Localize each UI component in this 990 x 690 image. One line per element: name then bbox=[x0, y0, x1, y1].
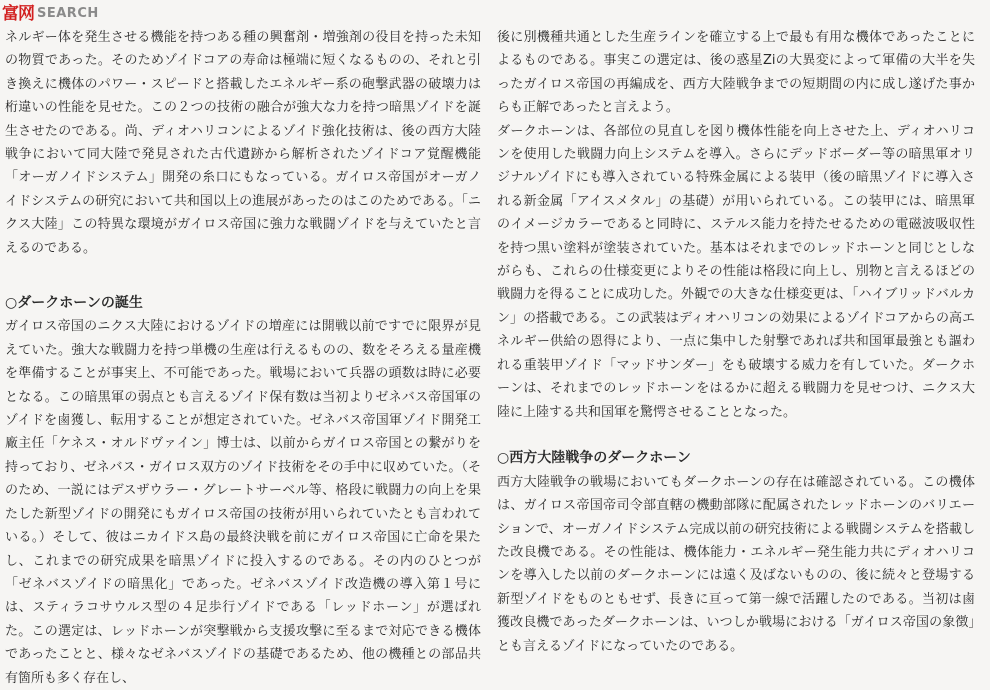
left-paragraph-1: ネルギー体を発生させる機能を持つある種の興奮剤・増強剤の役目を持った未知の物質であった。そのためゾイドコアの寿命は極端に短くなるものの、それと引き換えに機体のパワー・スピードと搭載したエネルギー系の砲撃武器の破壊力は桁違いの性能を見せた。この２つの技術の融合が強大な力を持つ暗黒ゾイドを誕生させたのである。尚、ディオハリコンによるゾイド強化技術は、後の西方大陸戦争において同大陸で発見された古代遺跡から解析されたゾイドコア覚醒機能「オーガノイドシステム」開発の糸口にもなっている。ガイロス帝国がオーガノイドシステムの研究において共和国以上の進展があったのはこのためである。「ニクス大陸」この特異な環境がガイロス帝国に強力な戦闘ゾイドを与えていたと言えるのである。 bbox=[5, 30, 481, 256]
section-spacer bbox=[5, 260, 481, 292]
section-heading-western-continent-war: ○西方大陸戦争のダークホーン bbox=[497, 450, 691, 467]
watermark-text: SEARCH bbox=[37, 6, 99, 21]
section-spacer bbox=[497, 424, 975, 447]
site-watermark bbox=[2, 3, 99, 25]
right-paragraph-3: 西方大陸戦争の戦場においてもダークホーンの存在は確認されている。この機体は、ガイロス帝国帝司令部直轄の機動部隊に配属されたレッドホーンのバリエーションで、オーガノイドシステム完成以前の研究技術による戦闘システムを搭載した改良機である。その性能は、機体能力・エネルギー発生能力共にディオハリコンを導入した以前のダークホーンには遠く及ばないものの、後に続々と登場する新型ゾイドをものともせず、長きに亘って第一線で活躍したのである。当初は鹵獲改良機であったダークホーンは、いつしか戦場における「ガイロス帝国の象徴」とも言えるゾイドになっていたのである。 bbox=[497, 474, 975, 654]
right-paragraph-2: ダークホーンは、各部位の見直しを図り機体性能を向上させた上、ディオハリコンを使用した戦闘力向上システムを導入。さらにデッドボーダー等の暗黒軍オリジナルゾイドにも導入されている特殊金属による装甲（後の暗黒ゾイドに導入される新金属「アイスメタル」の基礎）が用いられている。この装甲には、暗黒軍のイメージカラーであると同時に、ステルス能力を持たせるための電磁波吸収性を持つ黒い塗料が塗装されていた。基本はそれまでのレッドホーンと同じとしながらも、これらの仕様変更によりその性能は格段に向上し、別物と言えるほどの戦闘力を得ることに成功した。外観での大きな仕様変更は、「ハイブリッドバルカン」の搭載である。この武装はディオハリコンの効果によるゾイドコアからの高エネルギー供給の恩得により、一点に集中した射撃であれば共和国軍最強とも謳われる重装甲ゾイド「マッドサンダー」をも破壊する威力を有していた。ダークホーンは、それまでのレッドホーンをはるかに超える戦闘力を見せつけ、ニクス大陸に上陸する共和国軍を驚愕させることとなった。 bbox=[497, 123, 976, 420]
left-column bbox=[5, 26, 481, 690]
right-column bbox=[497, 26, 975, 658]
watermark-logo: 富网 bbox=[2, 4, 34, 24]
right-paragraph-1: 後に別機種共通とした生産ラインを確立する上で最も有用な機体であったことによるものである。事実この選定は、後の惑星Ziの大異変によって軍備の大半を失ったガイロス帝国の再編成を、西方大陸戦争までの短期間の内に成し遂げた事からも正解であったと言えよう。 bbox=[497, 30, 975, 116]
left-paragraph-2: ガイロス帝国のニクス大陸におけるゾイドの増産には開戦以前ですでに限界が見えていた。強大な戦闘力を持つ単機の生産は行えるものの、数をそろえる量産機を準備することが事実上、不可能であった。戦場において兵器の頭数は時に必要となる。この暗黒軍の弱点とも言えるゾイド保有数は当初よりゼネバス帝国軍のゾイドを鹵獲し、転用することが想定されていた。ゼネバス帝国軍ゾイド開発工廠主任「ケネス・オルドヴァイン」博士は、以前からガイロス帝国との繋がりを持っており、ゼネバス・ガイロス双方のゾイド技術をその手中に収めていた。（そのため、一説にはデスザウラー・グレートサーベル等、格段に戦闘力の向上を果たした新型ゾイドの開発にもガイロス帝国の技術が用いられていたとも言われている。）そして、彼はニカイドス島の最終決戦を前にガイロス帝国に亡命を果たし、これまでの研究成果を暗黒ゾイドに投入するのである。その内のひとつが「ゼネバスゾイドの暗黒化」であった。ゼネバスゾイド改造機の導入第１号には、スティラコサウルス型の４足歩行ゾイドである「レッドホーン」が選ばれた。この選定は、レッドホーンが突撃戦から支援攻撃に至るまで対応できる機体であったことと、様々なゼネバスゾイドの基礎であるため、他の機種との部品共有箇所も多く存在し、 bbox=[5, 319, 481, 686]
section-heading-dark-horn-birth: ○ダークホーンの誕生 bbox=[5, 295, 143, 312]
